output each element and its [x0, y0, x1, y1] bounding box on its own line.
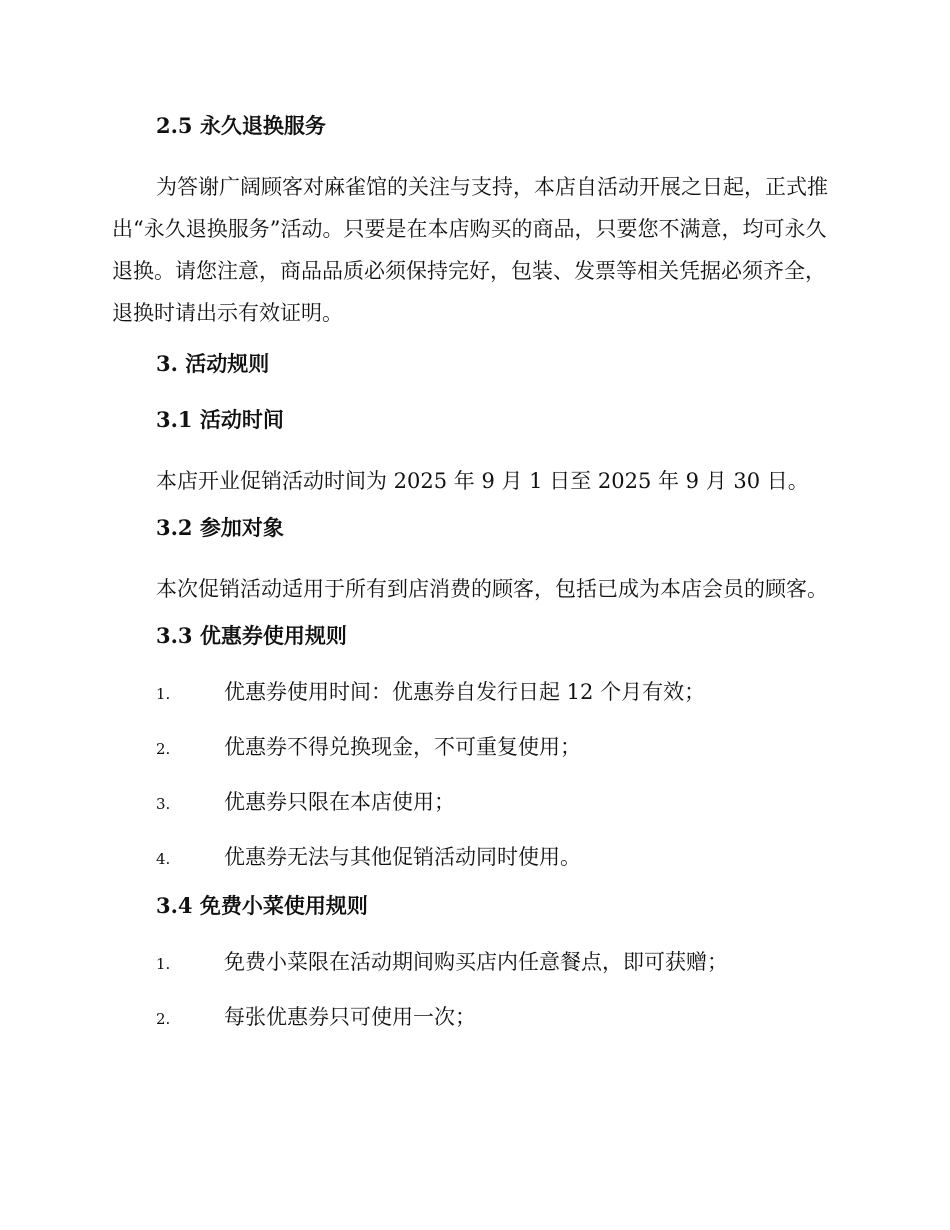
section-body-2-5: 为答谢广阔顾客对麻雀馆的关注与支持，本店自活动开展之日起，正式推出“永久退换服务”活动。只要是在本店购买的商品，只要您不满意，均可永久退换。请您注意，商品品质必须保持完好，包装、发票等相关凭据必须齐全，退换时请出示有效证明。	[112, 175, 828, 325]
list-item-number: 4.	[156, 850, 171, 868]
list-item	[112, 946, 830, 1001]
list-item-number: 1.	[156, 955, 171, 973]
section-heading-3-1: 3.1 活动时间	[156, 407, 284, 432]
list-item	[112, 786, 830, 841]
list-item	[112, 731, 830, 786]
section-heading-2-5: 2.5 永久退换服务	[156, 113, 326, 138]
coupon-rules-list	[112, 676, 830, 896]
list-item-text: 优惠券只限在本店使用；	[224, 790, 455, 814]
list-item-number: 2.	[156, 740, 171, 758]
section-heading-3-4: 3.4 免费小菜使用规则	[156, 893, 368, 918]
list-item-text: 优惠券无法与其他促销活动同时使用。	[224, 845, 581, 869]
list-item-text: 优惠券使用时间：优惠券自发行日起 12 个月有效；	[224, 680, 706, 704]
free-dish-rules-list	[112, 946, 830, 1056]
list-item-text: 免费小菜限在活动期间购买店内任意餐点，即可获赠；	[224, 950, 728, 974]
list-item-number: 3.	[156, 795, 171, 813]
list-item	[112, 1001, 830, 1056]
list-item	[112, 841, 830, 896]
list-item	[112, 676, 830, 731]
section-body-3-2: 本次促销活动适用于所有到店消费的顾客，包括已成为本店会员的顾客。	[156, 577, 828, 601]
list-item-number: 1.	[156, 685, 171, 703]
section-heading-3: 3. 活动规则	[156, 351, 270, 376]
list-item-text: 每张优惠券只可使用一次；	[224, 1005, 476, 1029]
section-heading-3-2: 3.2 参加对象	[156, 515, 284, 540]
list-item-text: 优惠券不得兑换现金，不可重复使用；	[224, 735, 581, 759]
list-item-number: 2.	[156, 1010, 171, 1028]
section-heading-3-3: 3.3 优惠券使用规则	[156, 623, 347, 648]
section-body-3-1: 本店开业促销活动时间为 2025 年 9 月 1 日至 2025 年 9 月 30 日。	[156, 469, 809, 493]
